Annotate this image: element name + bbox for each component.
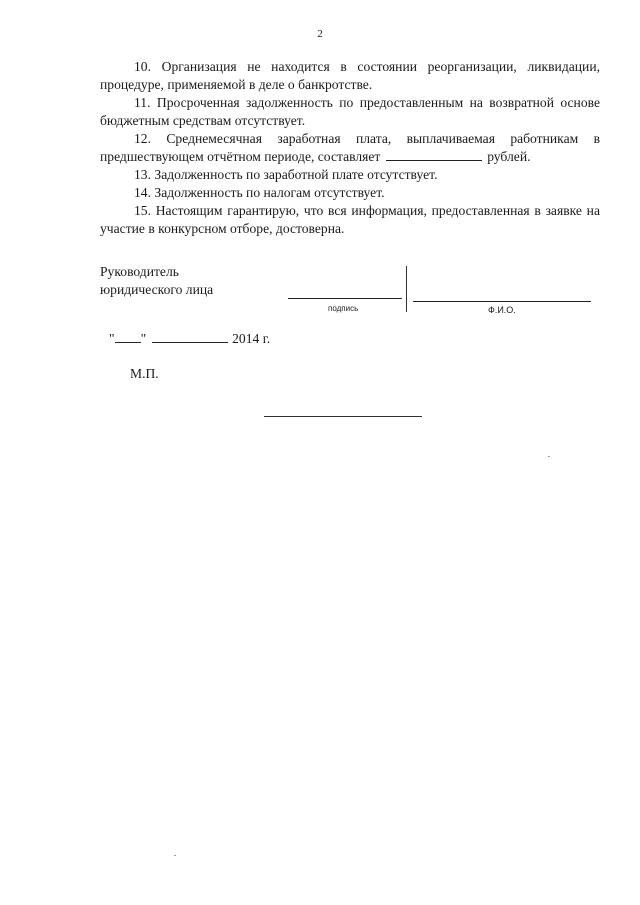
day-blank-field[interactable] bbox=[115, 330, 141, 343]
seal-placeholder: М.П. bbox=[130, 366, 159, 381]
full-name-line[interactable] bbox=[413, 301, 591, 302]
clause-12-unit: рублей. bbox=[487, 149, 531, 164]
clause-11: 11. Просроченная задолженность по предоставленным на возвратной основе бюджетным средствам отсутствует. bbox=[100, 95, 600, 128]
signatory-label bbox=[100, 263, 213, 299]
clause-15: 15. Настоящим гарантирую, что вся информация, предоставленная в заявке на участие в конкурсном отборе, достоверна. bbox=[100, 203, 600, 236]
date-quote-close: " bbox=[140, 331, 147, 346]
signature-divider bbox=[406, 266, 407, 312]
month-blank-field[interactable] bbox=[152, 330, 228, 343]
clause-14: 14. Задолженность по налогам отсутствует. bbox=[134, 185, 385, 200]
date-year: 2014 г. bbox=[232, 331, 271, 346]
scan-speck bbox=[548, 456, 550, 457]
signatory-label-line1: Руководитель bbox=[100, 264, 179, 279]
date-quote-open: " bbox=[109, 331, 115, 346]
scan-speck bbox=[174, 855, 176, 856]
date-line bbox=[109, 330, 270, 347]
clause-12 bbox=[100, 130, 600, 166]
clause-10: 10. Организация не находится в состоянии реорганизации, ликвидации, процедуре, применяемой в деле о банкротстве. bbox=[100, 59, 600, 92]
signature-caption: подпись bbox=[328, 304, 359, 313]
full-name-caption: Ф.И.О. bbox=[488, 305, 516, 315]
clause-12-text: 12. Среднемесячная заработная плата, выплачиваемая работникам в предшествующем отчётном периоде, составляет bbox=[100, 131, 600, 164]
document-body bbox=[100, 58, 600, 238]
page-number: 2 bbox=[317, 28, 323, 40]
footer-divider bbox=[264, 416, 422, 417]
clause-13: 13. Задолженность по заработной плате отсутствует. bbox=[134, 167, 438, 182]
salary-blank-field[interactable] bbox=[386, 148, 482, 161]
signature-line[interactable] bbox=[288, 298, 402, 299]
signatory-label-line2: юридического лица bbox=[100, 282, 214, 297]
